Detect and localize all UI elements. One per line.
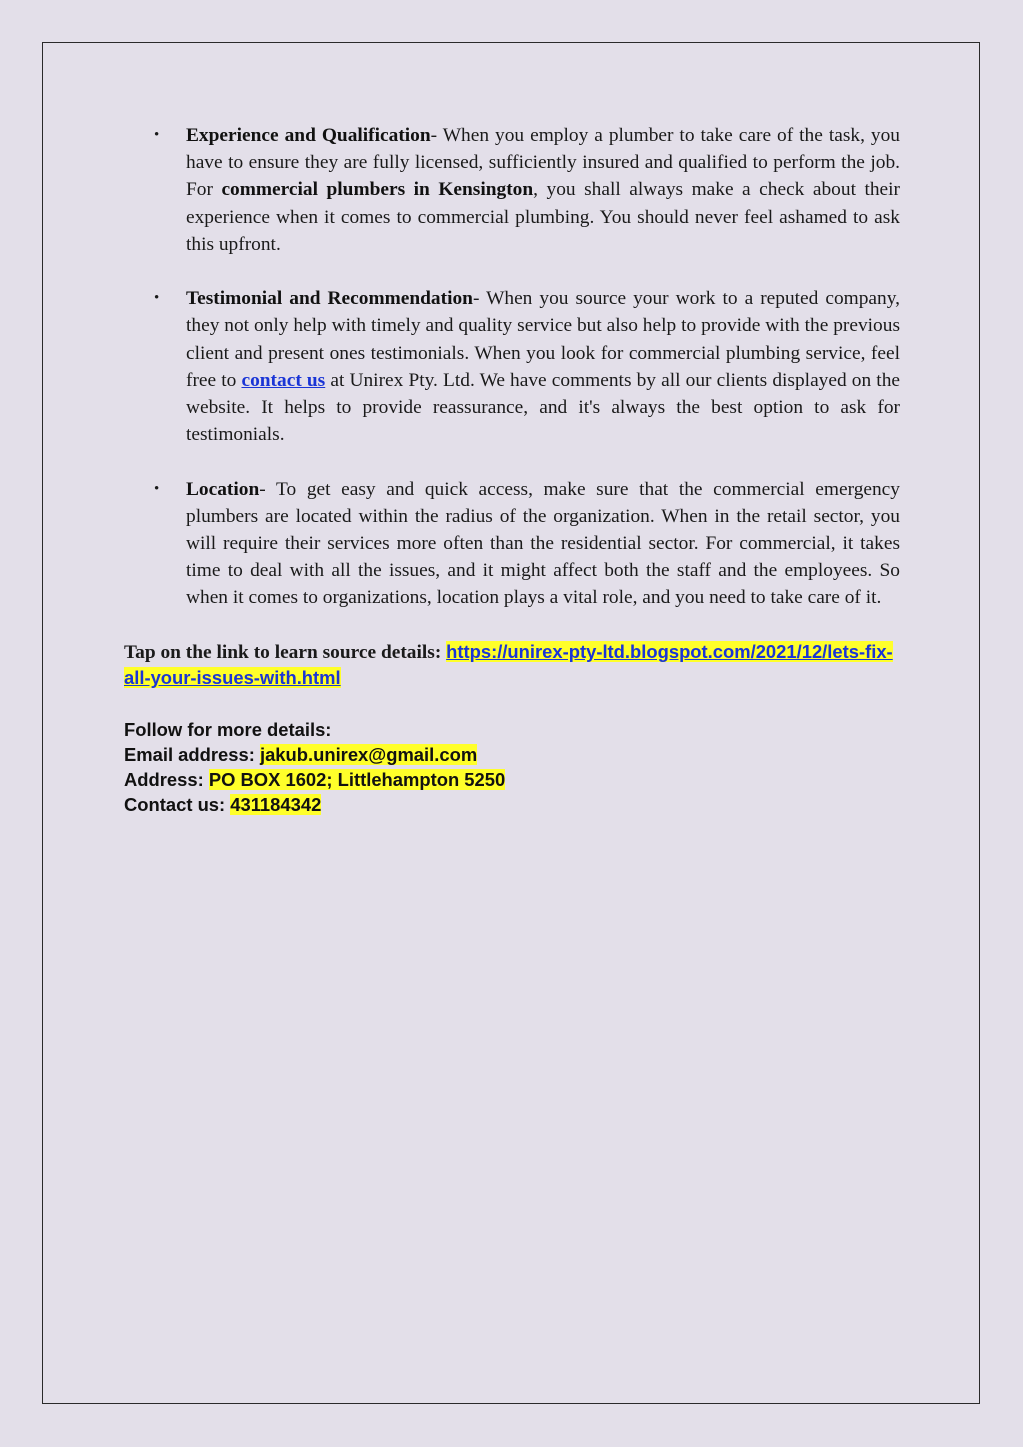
- bullet-text: - When you employ a plumber to take care of the task, you have to ensure they are fully licensed, sufficiently insured and qualified to perform the job. For: [186, 125, 900, 201]
- bullet-icon: •: [154, 290, 160, 307]
- list-item-testimonial: [124, 285, 900, 448]
- bullet-title: Testimonial and Recommendation: [186, 288, 473, 310]
- follow-heading: Follow for more details:: [124, 718, 332, 740]
- list-item-location: [124, 476, 900, 612]
- bullet-bold-phrase: commercial plumbers in Kensington: [221, 179, 534, 201]
- bullet-text: , you shall always make a check about their experience when it comes to commercial plumbing. You should never feel ashamed to ask this upfront.: [186, 179, 900, 255]
- bullet-icon: •: [154, 480, 160, 497]
- bullet-text: - When you source your work to a reputed company, they not only help with timely and quality service but also help to provide with the previous client and present ones testimonials. When you look for commercial plumbing service, feel free to: [186, 288, 901, 391]
- bullet-icon: •: [154, 127, 160, 143]
- contact-value: 431184342: [230, 793, 322, 815]
- list-item-experience: [124, 122, 900, 258]
- contact-label: Contact us:: [124, 793, 231, 815]
- email-value: jakub.unirex@gmail.com: [259, 743, 478, 765]
- bullet-text: - To get easy and quick access, make sure that the commercial emergency plumbers are located within the radius of the organization. When in the retail sector, you will require their services more often than the residential sector. For commercial, it takes time to deal with all the issues, and it might affect both the staff and the employees. So when it comes to organizations, location plays a vital role, and you need to take care of it.: [186, 478, 900, 609]
- bullet-title: Location: [186, 478, 260, 500]
- bullet-list: [124, 122, 900, 612]
- contact-us-link[interactable]: contact us: [241, 369, 326, 391]
- email-row: [124, 742, 900, 767]
- email-label: Email address:: [124, 743, 260, 765]
- source-details-label: Tap on the link to learn source details:: [124, 641, 447, 663]
- address-value: PO BOX 1602; Littlehampton 5250: [208, 768, 506, 790]
- address-row: [124, 767, 900, 792]
- bullet-text: at Unirex Pty. Ltd. We have comments by all our clients displayed on the website. It helps to provide reassurance, and it's always the best option to ask for testimonials.: [186, 369, 900, 446]
- contact-row: [124, 792, 900, 817]
- bullet-title: Experience and Qualification: [186, 125, 431, 146]
- source-details-line: [124, 639, 900, 691]
- document-content: [124, 122, 900, 817]
- source-url-link[interactable]: https://unirex-pty-ltd.blogspot.com/2021/12/lets-fix-all-your-issues-with.html: [124, 640, 893, 688]
- contact-details: [124, 717, 900, 817]
- address-label: Address:: [124, 768, 209, 790]
